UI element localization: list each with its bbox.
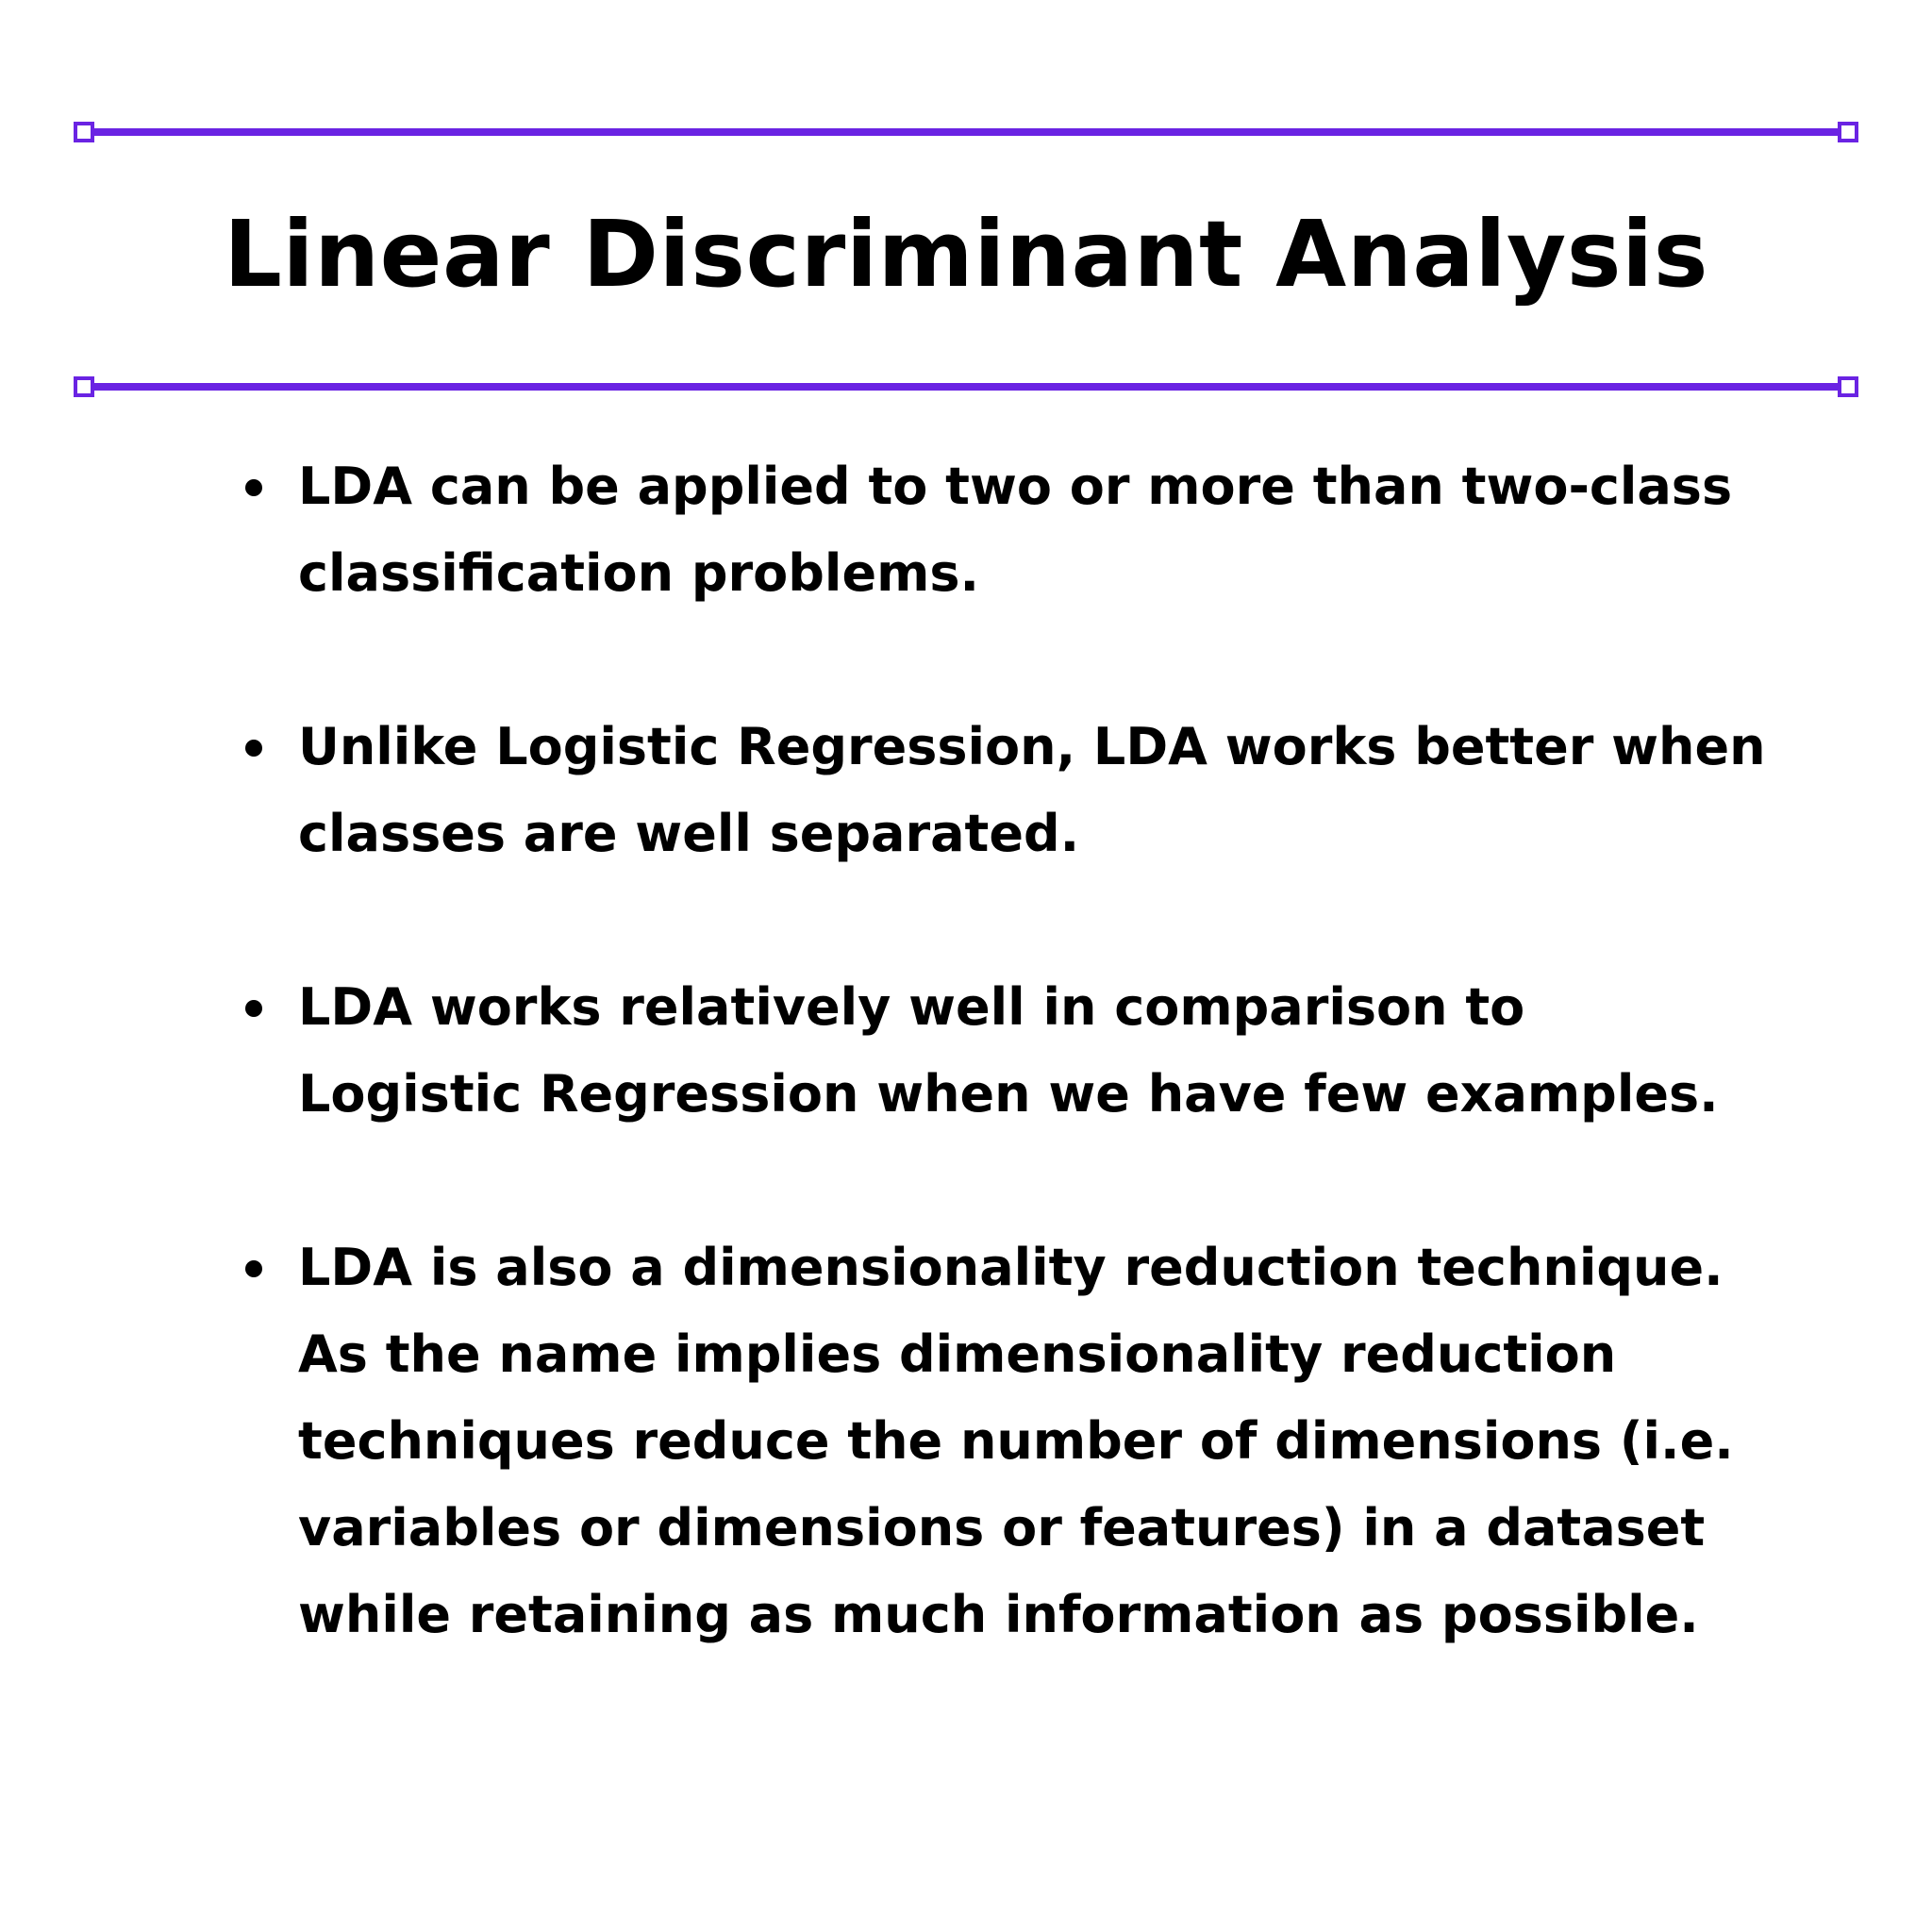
bullet-dot-icon — [245, 1260, 262, 1277]
divider-line — [94, 383, 1838, 391]
divider-line — [94, 128, 1838, 136]
list-item — [298, 443, 1826, 617]
list-item-text: LDA can be applied to two or more than two-class classification problems. — [298, 457, 1733, 603]
bullet-dot-icon — [245, 479, 262, 496]
divider-handle-right — [1838, 376, 1858, 397]
list-item-text: LDA works relatively well in comparison to Logistic Regression when we have few examples. — [298, 977, 1719, 1124]
page-title: Linear Discriminant Analysis — [224, 201, 1708, 308]
list-item — [298, 1224, 1826, 1658]
top-divider — [74, 122, 1858, 142]
list-item — [298, 704, 1826, 877]
bottom-divider — [74, 376, 1858, 397]
divider-handle-left — [74, 376, 94, 397]
divider-handle-right — [1838, 122, 1858, 142]
bullet-list — [298, 443, 1826, 1745]
bullet-dot-icon — [245, 1000, 262, 1017]
list-item-text: LDA is also a dimensionality reduction technique. As the name implies dimensionality reduction techniques reduce the number of dimensions (i.e. variables or dimensions or features) in a dataset while retaining as much information as possible. — [298, 1238, 1734, 1644]
bullet-dot-icon — [245, 740, 262, 757]
list-item — [298, 964, 1826, 1138]
list-item-text: Unlike Logistic Regression, LDA works better when classes are well separated. — [298, 717, 1766, 863]
divider-handle-left — [74, 122, 94, 142]
